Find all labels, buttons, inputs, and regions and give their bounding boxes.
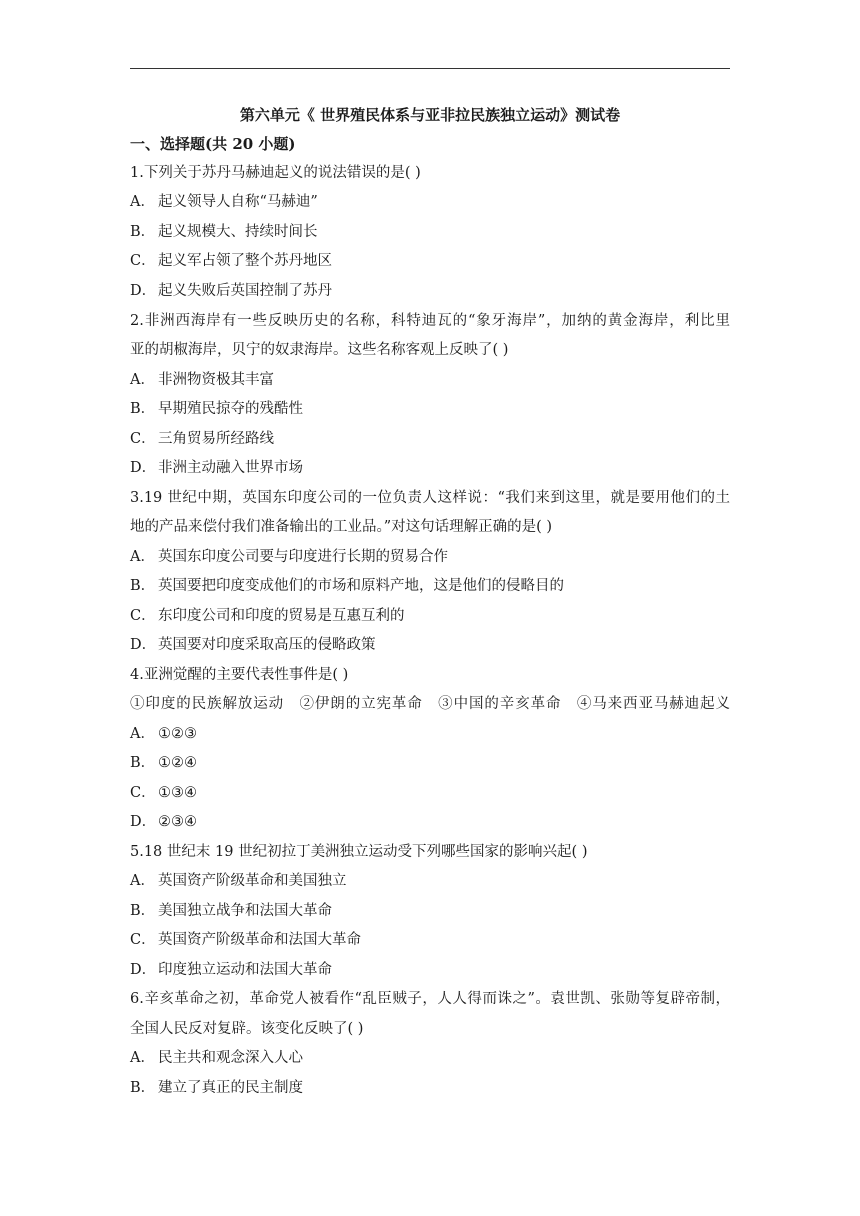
option-text: ①③④ [158,785,197,801]
option-text: ①②④ [158,755,197,771]
question-4-stem: 4.亚洲觉醒的主要代表性事件是( ) [130,667,349,683]
question-3-option-d[interactable] [130,635,376,655]
option-text: 英国要对印度采取高压的侵略政策 [158,637,376,653]
question-2-option-b[interactable] [130,399,303,419]
option-letter: B． [130,1080,156,1096]
question-5-option-c[interactable] [130,930,361,950]
question-6-option-b[interactable] [130,1078,303,1098]
option-letter: D． [130,283,157,299]
option-letter: C． [130,785,156,801]
page-title: 第六单元《 世界殖民体系与亚非拉民族独立运动》测试卷 [239,106,621,124]
question-5-stem: 5.18 世纪末 19 世纪初拉丁美洲独立运动受下列哪些国家的影响兴起( ) [130,844,588,860]
option-text: 非洲物资极其丰富 [158,372,274,388]
question-1-option-d[interactable] [130,281,332,301]
option-letter: A． [130,873,155,889]
option-text: 英国资产阶级革命和美国独立 [158,873,347,889]
question-2-stem-line-1: 2.非洲西海岸有一些反映历史的名称，科特迪瓦的“象牙海岸”，加纳的黄金海岸，利比里 [130,313,730,329]
option-letter: A． [130,372,155,388]
question-5-option-a[interactable] [130,871,347,891]
option-text: 英国资产阶级革命和法国大革命 [158,932,361,948]
question-2-option-c[interactable] [130,429,274,449]
option-letter: D． [130,637,157,653]
option-text: 英国东印度公司要与印度进行长期的贸易合作 [158,549,448,565]
option-letter: B． [130,755,156,771]
option-letter: C． [130,431,156,447]
question-1-option-a[interactable] [130,192,318,212]
question-4-option-c[interactable] [130,783,197,803]
question-1-option-c[interactable] [130,251,332,271]
option-text: ②③④ [158,814,197,830]
option-letter: B． [130,224,156,240]
option-text: 英国要把印度变成他们的市场和原料产地，这是他们的侵略目的 [158,578,564,594]
option-text: 起义规模大、持续时间长 [158,224,318,240]
section-heading: 一、选择题(共 20 小题) [130,135,296,153]
question-3-option-a[interactable] [130,547,448,567]
option-letter: A． [130,726,155,742]
option-text: 起义军占领了整个苏丹地区 [158,253,332,269]
option-letter: D． [130,814,157,830]
option-text: ①②③ [158,726,197,742]
question-6-option-a[interactable] [130,1048,303,1068]
option-text: 东印度公司和印度的贸易是互惠互利的 [158,608,405,624]
question-4-items: ①印度的民族解放运动 ②伊朗的立宪革命 ③中国的辛亥革命 ④马来西亚马赫迪起义 [130,696,730,712]
option-text: 民主共和观念深入人心 [158,1050,303,1066]
option-letter: A． [130,1050,155,1066]
option-letter: A． [130,549,155,565]
option-text: 起义领导人自称“马赫迪” [158,194,318,210]
option-letter: C． [130,932,156,948]
question-1-option-b[interactable] [130,222,318,242]
question-6-stem-line-2: 全国人民反对复辟。该变化反映了( ) [130,1021,364,1037]
option-letter: D． [130,962,157,978]
question-4-option-d[interactable] [130,812,197,832]
question-2-option-d[interactable] [130,458,303,478]
option-letter: B． [130,401,156,417]
option-letter: A． [130,194,155,210]
option-text: 印度独立运动和法国大革命 [158,962,332,978]
option-text: 美国独立战争和法国大革命 [158,903,332,919]
question-6-stem-line-1: 6.辛亥革命之初，革命党人被看作“乱臣贼子，人人得而诛之”。袁世凯、张勋等复辟帝制， [130,991,730,1007]
option-text: 建立了真正的民主制度 [158,1080,303,1096]
option-letter: B． [130,903,156,919]
option-text: 起义失败后英国控制了苏丹 [158,283,332,299]
question-3-stem-line-2: 地的产品来偿付我们准备输出的工业品。”对这句话理解正确的是( ) [130,519,553,535]
option-letter: C． [130,253,156,269]
question-1-stem: 1.下列关于苏丹马赫迪起义的说法错误的是( ) [130,165,421,181]
header-rule [130,68,730,69]
option-letter: D． [130,460,157,476]
option-letter: C． [130,608,156,624]
option-text: 三角贸易所经路线 [158,431,274,447]
option-text: 非洲主动融入世界市场 [158,460,303,476]
question-3-stem-line-1: 3.19 世纪中期，英国东印度公司的一位负责人这样说：“我们来到这里，就是要用他们的土 [130,490,730,506]
question-5-option-d[interactable] [130,960,332,980]
question-3-option-b[interactable] [130,576,564,596]
question-4-option-b[interactable] [130,753,197,773]
question-4-option-a[interactable] [130,724,197,744]
option-text: 早期殖民掠夺的残酷性 [158,401,303,417]
question-2-option-a[interactable] [130,370,274,390]
question-5-option-b[interactable] [130,901,332,921]
question-3-option-c[interactable] [130,606,405,626]
question-2-stem-line-2: 亚的胡椒海岸，贝宁的奴隶海岸。这些名称客观上反映了( ) [130,342,509,358]
option-letter: B． [130,578,156,594]
